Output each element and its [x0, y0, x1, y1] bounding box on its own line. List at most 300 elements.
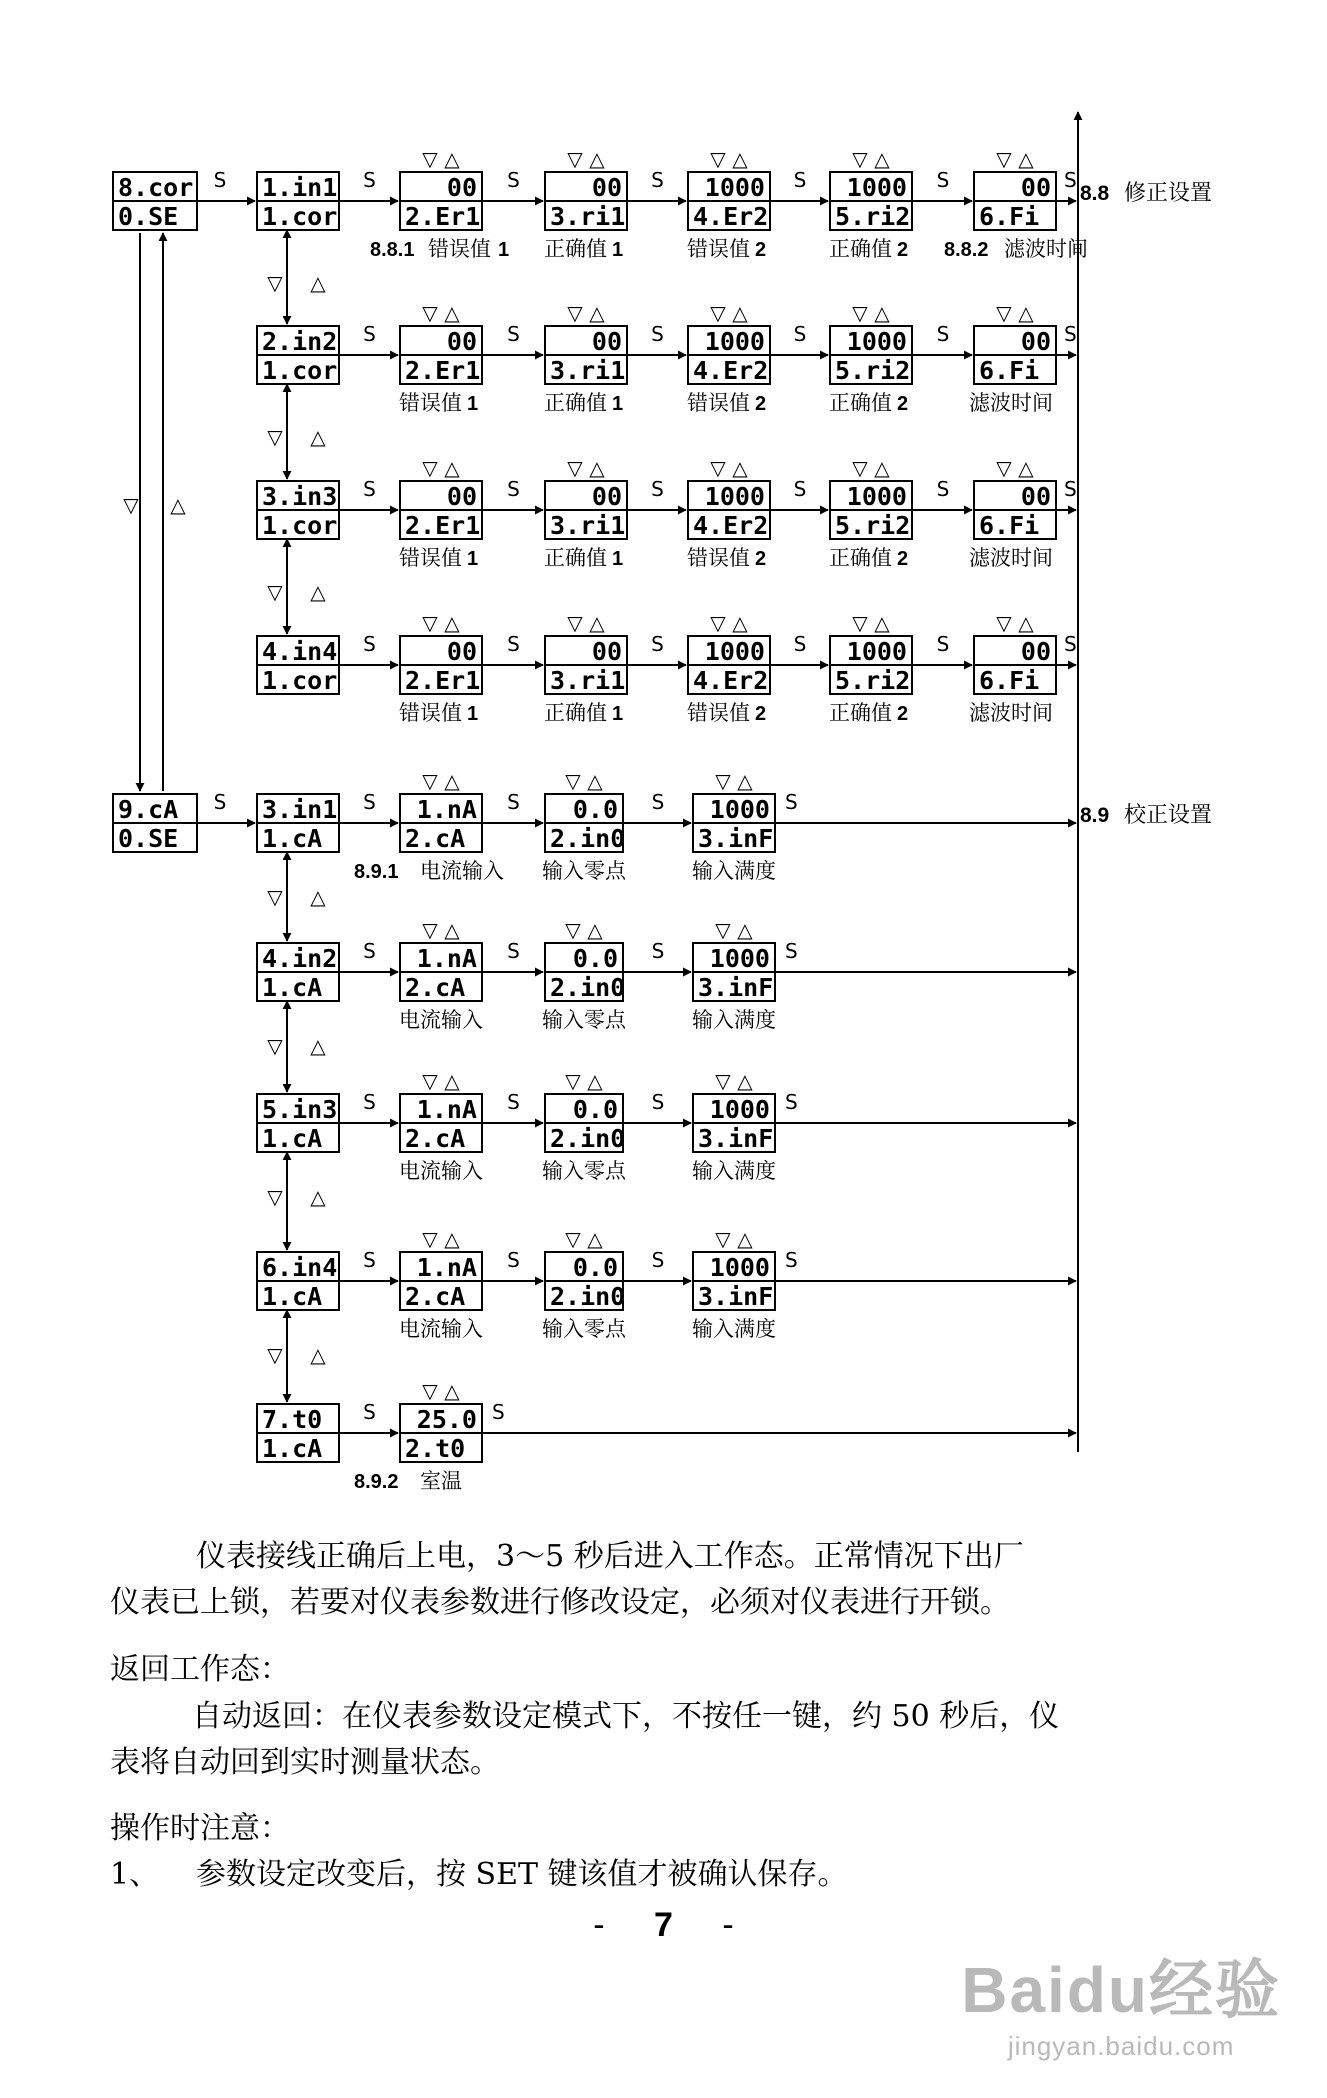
correction-row-4-num-1: 1: [467, 703, 479, 725]
calibration-row-4-item-1-up-key: △: [444, 1227, 460, 1251]
calibration-row-3-display-2: [545, 1094, 625, 1153]
correction-row-4-display-2: [545, 636, 627, 695]
correction-row-4-display-2-value: 00: [591, 637, 622, 666]
correction-row-3-label-2: 正确值: [544, 546, 607, 570]
correction-row-4-item-2-up-key: △: [589, 611, 605, 635]
calibration-row-2-display-3: [693, 943, 775, 1002]
correction-row-2-num-4: 2: [897, 393, 909, 415]
calibration-menu-up-key-2: △: [310, 1034, 326, 1058]
correction-menu-1[interactable]: [257, 172, 339, 231]
calibration-row-4-display-3: [693, 1252, 775, 1311]
correction-row-1-display-2-value: 00: [591, 173, 622, 202]
correction-row-1-item-2-down-key: ▽: [567, 147, 583, 171]
calibration-row-4-display-2-code: 2.in0: [550, 1282, 626, 1311]
calibration-row-1-item-3-down-key: ▽: [715, 769, 731, 793]
calibration-row-1-ref-1: 8.9.1: [354, 861, 399, 883]
calibration-row-4-label-3: 输入满度: [692, 1317, 776, 1341]
calibration-row-1-label-1: 电流输入: [420, 859, 504, 883]
calibration-row-5-display-1-value: 25.0: [416, 1405, 477, 1434]
calibration-row-2-item-3-down-key: ▽: [715, 918, 731, 942]
calibration-row-4-label-1: 电流输入: [399, 1317, 483, 1341]
calibration-row-3-set-key-3: S: [651, 1090, 665, 1114]
correction-row-1-display-5-code: 6.Fi: [979, 202, 1040, 231]
correction-menu-down-key-3: ▽: [267, 580, 283, 604]
correction-row-2-display-2-code: 3.ri1: [550, 356, 626, 385]
calibration-menu-4-bottom: 1.cA: [262, 1282, 323, 1311]
correction-row-2-item-3-up-key: △: [732, 301, 748, 325]
correction-row-3-display-4-value: 1000: [846, 482, 907, 511]
correction-row-3-set-key-5: S: [936, 477, 950, 501]
correction-row-2-display-3: [688, 326, 770, 385]
correction-row-2-display-2-value: 00: [591, 327, 622, 356]
calibration-row-3-display-1: [400, 1094, 482, 1153]
calibration-row-3-item-1-up-key: △: [444, 1069, 460, 1093]
calibration-row-1-display-3-value: 1000: [709, 795, 770, 824]
correction-menu-4-top: 4.in4: [262, 637, 338, 666]
correction-row-3-display-2-value: 00: [591, 482, 622, 511]
correction-menu-2-top: 2.in2: [262, 327, 338, 356]
correction-row-4-item-5-down-key: ▽: [996, 611, 1012, 635]
calibration-row-2-label-1: 电流输入: [399, 1008, 483, 1032]
correction-row-3-item-1-down-key: ▽: [422, 456, 438, 480]
correction-row-2-display-5-code: 6.Fi: [979, 356, 1040, 385]
correction-row-4-display-1-value: 00: [446, 637, 477, 666]
correction-menu-3-top: 3.in3: [262, 482, 338, 511]
correction-row-1-display-5: [974, 172, 1056, 231]
root-up-key: △: [170, 493, 186, 517]
calibration-menu-2-top: 4.in2: [262, 944, 338, 973]
correction-row-3-set-key-4: S: [793, 477, 807, 501]
correction-row-4-item-2-down-key: ▽: [567, 611, 583, 635]
calibration-row-1-set-key-end: S: [785, 790, 798, 814]
correction-row-2-set-key-1: S: [363, 322, 376, 346]
note-1-text: 参数设定改变后，按 SET 键该值才被确认保存。: [196, 1857, 848, 1892]
correction-row-2-item-2-down-key: ▽: [567, 301, 583, 325]
calibration-row-1-display-2-code: 2.in0: [550, 824, 626, 853]
calibration-menu-5[interactable]: [257, 1404, 339, 1463]
correction-menu-4[interactable]: [257, 636, 339, 695]
correction-row-1-item-3-up-key: △: [732, 147, 748, 171]
correction-row-1-set-key-3: S: [651, 168, 664, 192]
calibration-row-4-display-1-value: 1.nA: [416, 1253, 477, 1282]
correction-row-2-label-1: 错误值: [399, 391, 462, 415]
correction-row-2-set-key-2: S: [507, 322, 520, 346]
correction-row-3-set-key-3: S: [651, 477, 664, 501]
watermark-logo: Baidu经验: [961, 1954, 1281, 2026]
calibration-row-3-display-3: [693, 1094, 775, 1153]
calibration-row-3-item-1-down-key: ▽: [422, 1069, 438, 1093]
correction-row-1-display-3-value: 1000: [704, 173, 765, 202]
correction-row-4-display-4: [830, 636, 912, 695]
calibration-row-5-item-1-up-key: △: [444, 1379, 460, 1403]
calibration-row-3-display-3-value: 1000: [709, 1095, 770, 1124]
notes-heading: 操作时注意：: [110, 1811, 290, 1846]
root-menu-calibration-top: 9.cA: [118, 795, 179, 824]
correction-row-4-item-1-down-key: ▽: [422, 611, 438, 635]
correction-row-4-item-4-up-key: △: [874, 611, 890, 635]
correction-row-4-display-5-code: 6.Fi: [979, 666, 1040, 695]
calibration-row-4-item-3-up-key: △: [737, 1227, 753, 1251]
calibration-row-4-item-2-up-key: △: [587, 1227, 603, 1251]
correction-row-2-set-key-3: S: [651, 322, 664, 346]
correction-row-1-item-5-up-key: △: [1018, 147, 1034, 171]
correction-row-1-display-3-code: 4.Er2: [693, 202, 769, 231]
correction-row-1-item-4-down-key: ▽: [852, 147, 868, 171]
calibration-row-1-label-2: 输入零点: [542, 859, 626, 883]
calibration-menu-down-key-3: ▽: [267, 1185, 283, 1209]
calibration-row-3-item-3-down-key: ▽: [715, 1069, 731, 1093]
note-1-number: 1、: [110, 1857, 160, 1892]
calibration-menu-2[interactable]: [257, 943, 339, 1002]
correction-row-1-label-1: 错误值: [428, 237, 491, 261]
calibration-row-2-display-2: [545, 943, 625, 1002]
calibration-row-2-set-key-end: S: [785, 939, 798, 963]
correction-row-4-set-key-1: S: [363, 632, 376, 656]
correction-row-4-label-3: 错误值: [687, 701, 750, 725]
return-heading: 返回工作态：: [110, 1652, 290, 1687]
correction-row-1-item-2-up-key: △: [589, 147, 605, 171]
calibration-row-4-display-2-value: 0.0: [572, 1253, 618, 1282]
correction-menu-2[interactable]: [257, 326, 339, 385]
correction-row-4-label-5: 滤波时间: [969, 701, 1053, 725]
calibration-row-5-ref-1: 8.9.2: [354, 1471, 399, 1493]
correction-row-1-display-1-code: 2.Er1: [405, 202, 481, 231]
calibration-row-2-set-key-3: S: [651, 939, 665, 963]
root-down-key: ▽: [123, 493, 139, 517]
calibration-row-2-display-1: [400, 943, 482, 1002]
calibration-row-4-label-2: 输入零点: [542, 1317, 626, 1341]
correction-row-3-display-4-code: 5.ri2: [835, 511, 911, 540]
correction-menu-1-bottom: 1.cor: [262, 202, 338, 231]
calibration-row-3-display-1-code: 2.cA: [405, 1124, 466, 1153]
calibration-row-5-set-key-end: S: [492, 1400, 505, 1424]
calibration-menu-3[interactable]: [257, 1094, 339, 1153]
correction-row-3-num-4: 2: [897, 548, 909, 570]
correction-row-3-num-1: 1: [467, 548, 479, 570]
calibration-row-2-set-key-1: S: [363, 939, 376, 963]
calibration-row-5-label-1: 室温: [420, 1469, 462, 1493]
correction-row-3-set-key-1: S: [363, 477, 376, 501]
correction-row-3-item-4-down-key: ▽: [852, 456, 868, 480]
calibration-menu-1-bottom: 1.cA: [262, 824, 323, 853]
calibration-row-1-item-1-down-key: ▽: [422, 769, 438, 793]
calibration-row-4-display-1: [400, 1252, 482, 1311]
correction-menu-3-bottom: 1.cor: [262, 511, 338, 540]
correction-row-4-item-4-down-key: ▽: [852, 611, 868, 635]
correction-row-2-label-4: 正确值: [829, 391, 892, 415]
root-menu-correction-bottom: 0.SE: [118, 202, 179, 231]
correction-row-2-display-1-code: 2.Er1: [405, 356, 481, 385]
correction-row-3-label-4: 正确值: [829, 546, 892, 570]
calibration-row-2-display-3-code: 3.inF: [698, 973, 774, 1002]
auto-return-line-2: 表将自动回到实时测量状态。: [110, 1745, 500, 1780]
calibration-row-4-set-key-end: S: [785, 1248, 798, 1272]
calibration-row-4-display-3-code: 3.inF: [698, 1282, 774, 1311]
correction-row-3-set-key-2: S: [507, 477, 520, 501]
calibration-menu-down-key-1: ▽: [267, 885, 283, 909]
root-menu-correction[interactable]: [113, 172, 197, 231]
correction-row-4-num-4: 2: [897, 703, 909, 725]
section-8-8-number: 8.8: [1080, 182, 1110, 205]
calibration-menu-down-key-4: ▽: [267, 1343, 283, 1367]
correction-row-3-display-1-code: 2.Er1: [405, 511, 481, 540]
calibration-row-1-item-2-down-key: ▽: [565, 769, 581, 793]
correction-row-2-display-3-code: 4.Er2: [693, 356, 769, 385]
correction-row-4-display-3: [688, 636, 770, 695]
correction-row-4-display-5: [974, 636, 1056, 695]
correction-row-2-label-3: 错误值: [687, 391, 750, 415]
correction-row-3-num-3: 2: [755, 548, 767, 570]
correction-row-2-item-5-up-key: △: [1018, 301, 1034, 325]
correction-menu-up-key-2: △: [310, 425, 326, 449]
correction-row-2-display-1: [400, 326, 482, 385]
correction-row-3-item-3-down-key: ▽: [710, 456, 726, 480]
correction-row-1-display-1: [400, 172, 482, 231]
correction-row-1-display-4-value: 1000: [846, 173, 907, 202]
calibration-row-2-item-2-down-key: ▽: [565, 918, 581, 942]
correction-row-1-item-1-up-key: △: [444, 147, 460, 171]
correction-row-3-display-3: [688, 481, 770, 540]
calibration-row-2-set-key-2: S: [507, 939, 520, 963]
calibration-row-1-display-2: [545, 794, 625, 853]
correction-row-3-label-1: 错误值: [399, 546, 462, 570]
correction-row-3-set-key-end: S: [1064, 477, 1077, 501]
correction-row-2-item-1-down-key: ▽: [422, 301, 438, 325]
correction-row-1-item-3-down-key: ▽: [710, 147, 726, 171]
correction-row-4-set-key-2: S: [507, 632, 520, 656]
calibration-row-3-label-2: 输入零点: [542, 1159, 626, 1183]
correction-row-2-item-4-up-key: △: [874, 301, 890, 325]
correction-menu-3[interactable]: [257, 481, 339, 540]
correction-row-2-display-4-value: 1000: [846, 327, 907, 356]
root-set-key-2: S: [213, 790, 227, 814]
correction-row-4-label-2: 正确值: [544, 701, 607, 725]
correction-row-3-item-5-up-key: △: [1018, 456, 1034, 480]
correction-row-3-item-1-up-key: △: [444, 456, 460, 480]
correction-row-3-num-2: 1: [612, 548, 624, 570]
correction-menu-1-top: 1.in1: [262, 173, 338, 202]
calibration-menu-3-top: 5.in3: [262, 1095, 338, 1124]
correction-row-3-display-5-value: 00: [1020, 482, 1051, 511]
correction-row-1-display-5-value: 00: [1020, 173, 1051, 202]
calibration-row-3-display-2-value: 0.0: [572, 1095, 618, 1124]
correction-row-3-display-3-value: 1000: [704, 482, 765, 511]
calibration-menu-3-bottom: 1.cA: [262, 1124, 323, 1153]
calibration-row-2-label-3: 输入满度: [692, 1008, 776, 1032]
calibration-row-3-display-2-code: 2.in0: [550, 1124, 626, 1153]
correction-row-4-set-key-5: S: [936, 632, 950, 656]
correction-row-3-item-2-up-key: △: [589, 456, 605, 480]
correction-menu-up-key-3: △: [310, 580, 326, 604]
correction-row-3-display-3-code: 4.Er2: [693, 511, 769, 540]
calibration-row-3-item-2-up-key: △: [587, 1069, 603, 1093]
section-8-8-title: 修正设置: [1124, 181, 1213, 206]
calibration-row-2-display-1-code: 2.cA: [405, 973, 466, 1002]
correction-row-1-item-1-down-key: ▽: [422, 147, 438, 171]
correction-row-4-label-1: 错误值: [399, 701, 462, 725]
correction-row-2-label-2: 正确值: [544, 391, 607, 415]
correction-row-1-num-4: 2: [897, 239, 909, 261]
calibration-row-1-set-key-2: S: [507, 790, 520, 814]
calibration-menu-4[interactable]: [257, 1252, 339, 1311]
correction-row-2-num-3: 2: [755, 393, 767, 415]
correction-row-2-num-2: 1: [612, 393, 624, 415]
correction-row-1-display-2: [545, 172, 627, 231]
calibration-row-2-display-2-value: 0.0: [572, 944, 618, 973]
root-menu-calibration[interactable]: [113, 794, 197, 853]
calibration-row-1-set-key-3: S: [651, 790, 665, 814]
correction-row-1-ref-5: 8.8.2: [944, 239, 989, 261]
correction-row-2-item-1-up-key: △: [444, 301, 460, 325]
calibration-row-4-item-1-down-key: ▽: [422, 1227, 438, 1251]
calibration-row-5-set-key-1: S: [363, 1400, 376, 1424]
calibration-menu-5-bottom: 1.cA: [262, 1434, 323, 1463]
calibration-row-1-display-3: [693, 794, 775, 853]
calibration-row-1-display-1-code: 2.cA: [405, 824, 466, 853]
correction-row-2-display-4: [830, 326, 912, 385]
correction-row-2-item-3-down-key: ▽: [710, 301, 726, 325]
calibration-menu-1[interactable]: [257, 794, 339, 853]
calibration-row-4-set-key-3: S: [651, 1248, 665, 1272]
correction-row-1-display-4-code: 5.ri2: [835, 202, 911, 231]
calibration-row-3-set-key-end: S: [785, 1090, 798, 1114]
correction-row-2-num-1: 1: [467, 393, 479, 415]
calibration-row-3-set-key-2: S: [507, 1090, 520, 1114]
page-dash-left: -: [593, 1906, 605, 1944]
section-8-9-title: 校正设置: [1124, 803, 1213, 828]
correction-menu-down-key-2: ▽: [267, 425, 283, 449]
calibration-row-2-item-1-down-key: ▽: [422, 918, 438, 942]
correction-row-3-item-5-down-key: ▽: [996, 456, 1012, 480]
calibration-row-1-set-key-1: S: [363, 790, 376, 814]
correction-row-3-label-5: 滤波时间: [969, 546, 1053, 570]
correction-row-3-display-5-code: 6.Fi: [979, 511, 1040, 540]
calibration-row-2-item-2-up-key: △: [587, 918, 603, 942]
correction-row-1-label-2: 正确值: [544, 237, 607, 261]
correction-row-1-set-key-4: S: [793, 168, 807, 192]
calibration-row-3-display-3-code: 3.inF: [698, 1124, 774, 1153]
calibration-row-4-item-3-down-key: ▽: [715, 1227, 731, 1251]
calibration-row-4-item-2-down-key: ▽: [565, 1227, 581, 1251]
calibration-row-5-item-1-down-key: ▽: [422, 1379, 438, 1403]
correction-row-4-label-4: 正确值: [829, 701, 892, 725]
calibration-menu-4-top: 6.in4: [262, 1253, 338, 1282]
calibration-row-1-item-2-up-key: △: [587, 769, 603, 793]
calibration-row-1-display-3-code: 3.inF: [698, 824, 774, 853]
correction-row-1-num-3: 2: [755, 239, 767, 261]
correction-row-3-item-3-up-key: △: [732, 456, 748, 480]
correction-row-4-item-3-down-key: ▽: [710, 611, 726, 635]
calibration-row-5-display-1-code: 2.t0: [405, 1434, 466, 1463]
correction-row-2-display-4-code: 5.ri2: [835, 356, 911, 385]
correction-row-4-display-5-value: 00: [1020, 637, 1051, 666]
correction-row-4-num-3: 2: [755, 703, 767, 725]
correction-row-4-display-4-value: 1000: [846, 637, 907, 666]
correction-row-1-item-4-up-key: △: [874, 147, 890, 171]
correction-row-2-item-4-down-key: ▽: [852, 301, 868, 325]
section-8-9-number: 8.9: [1080, 804, 1110, 827]
correction-row-2-display-5-value: 00: [1020, 327, 1051, 356]
correction-row-2-display-1-value: 00: [446, 327, 477, 356]
calibration-row-2-display-2-code: 2.in0: [550, 973, 626, 1002]
correction-menu-4-bottom: 1.cor: [262, 666, 338, 695]
calibration-row-3-item-2-down-key: ▽: [565, 1069, 581, 1093]
correction-row-2-set-key-5: S: [936, 322, 950, 346]
correction-row-4-display-1: [400, 636, 482, 695]
correction-row-2-display-3-value: 1000: [704, 327, 765, 356]
baidu-watermark: [961, 1939, 1281, 2062]
correction-row-2-set-key-4: S: [793, 322, 807, 346]
calibration-row-2-item-1-up-key: △: [444, 918, 460, 942]
correction-row-2-set-key-end: S: [1064, 322, 1077, 346]
calibration-row-1-display-1-value: 1.nA: [416, 795, 477, 824]
calibration-row-2-item-3-up-key: △: [737, 918, 753, 942]
correction-row-1-label-3: 错误值: [687, 237, 750, 261]
correction-menu-2-bottom: 1.cor: [262, 356, 338, 385]
correction-row-1-display-4: [830, 172, 912, 231]
correction-row-2-item-2-up-key: △: [589, 301, 605, 325]
correction-row-1-set-key-5: S: [936, 168, 950, 192]
root-set-key-1: S: [213, 168, 227, 192]
correction-row-2-display-2: [545, 326, 627, 385]
correction-row-4-display-3-code: 4.Er2: [693, 666, 769, 695]
correction-row-4-set-key-3: S: [651, 632, 664, 656]
correction-menu-up-key-1: △: [310, 271, 326, 295]
calibration-row-5-display-1: [400, 1404, 482, 1463]
correction-row-1-ref-1: 8.8.1: [370, 239, 415, 261]
calibration-menu-up-key-4: △: [310, 1343, 326, 1367]
watermark-url: jingyan.baidu.com: [1007, 2031, 1235, 2061]
correction-row-1-item-5-down-key: ▽: [996, 147, 1012, 171]
correction-row-2-display-5: [974, 326, 1056, 385]
calibration-row-1-display-1: [400, 794, 482, 853]
calibration-menu-up-key-1: △: [310, 885, 326, 909]
calibration-row-3-item-3-up-key: △: [737, 1069, 753, 1093]
correction-row-3-display-2-code: 3.ri1: [550, 511, 626, 540]
correction-row-1-label-5: 滤波时间: [1004, 237, 1088, 261]
calibration-row-4-set-key-2: S: [507, 1248, 520, 1272]
correction-row-4-display-4-code: 5.ri2: [835, 666, 911, 695]
correction-row-2-label-5: 滤波时间: [969, 391, 1053, 415]
correction-row-1-label-4: 正确值: [829, 237, 892, 261]
calibration-row-2-display-1-value: 1.nA: [416, 944, 477, 973]
calibration-row-1-item-3-up-key: △: [737, 769, 753, 793]
calibration-row-1-item-1-up-key: △: [444, 769, 460, 793]
calibration-menu-1-top: 3.in1: [262, 795, 338, 824]
calibration-row-4-display-2: [545, 1252, 625, 1311]
correction-row-1-display-1-value: 00: [446, 173, 477, 202]
calibration-row-4-display-3-value: 1000: [709, 1253, 770, 1282]
calibration-row-4-set-key-1: S: [363, 1248, 376, 1272]
root-menu-correction-top: 8.cor: [118, 173, 194, 202]
correction-row-1-set-key-1: S: [363, 168, 376, 192]
correction-row-3-display-1-value: 00: [446, 482, 477, 511]
calibration-menu-down-key-2: ▽: [267, 1034, 283, 1058]
correction-row-4-num-2: 1: [612, 703, 624, 725]
calibration-row-1-display-2-value: 0.0: [572, 795, 618, 824]
correction-row-3-item-2-down-key: ▽: [567, 456, 583, 480]
intro-paragraph-line-2: 仪表已上锁，若要对仪表参数进行修改设定，必须对仪表进行开锁。: [110, 1585, 1010, 1620]
correction-row-4-item-5-up-key: △: [1018, 611, 1034, 635]
correction-row-1-set-key-2: S: [507, 168, 520, 192]
correction-row-4-item-3-up-key: △: [732, 611, 748, 635]
auto-return-line-1: 自动返回：在仪表参数设定模式下，不按任一键，约 50 秒后，仪: [192, 1699, 1060, 1734]
correction-row-4-set-key-4: S: [793, 632, 807, 656]
calibration-row-2-label-2: 输入零点: [542, 1008, 626, 1032]
calibration-row-3-label-1: 电流输入: [399, 1159, 483, 1183]
correction-row-4-item-1-up-key: △: [444, 611, 460, 635]
calibration-row-3-set-key-1: S: [363, 1090, 376, 1114]
